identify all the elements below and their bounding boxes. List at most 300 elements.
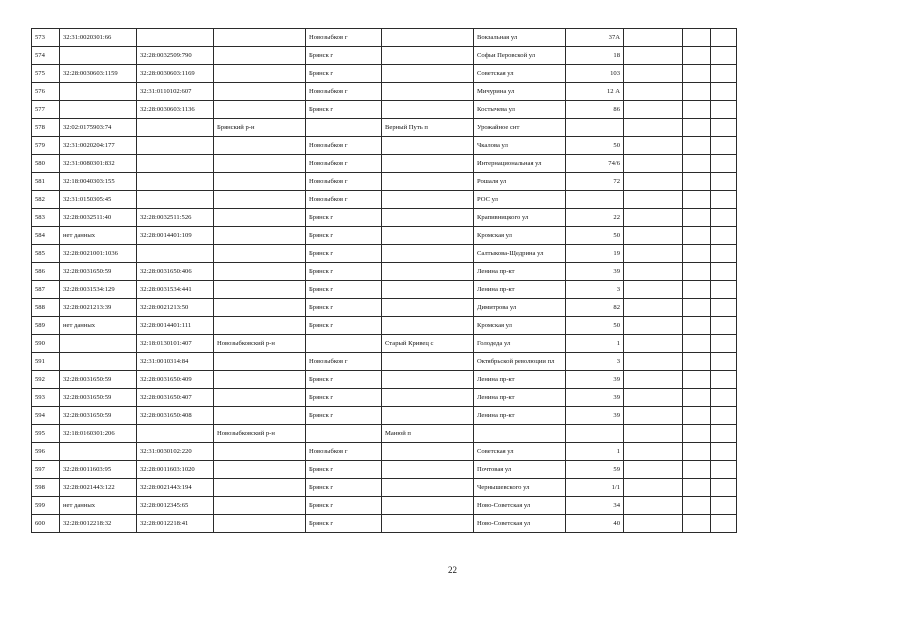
object-number-cell: 32:28:0031650:407 xyxy=(137,389,214,407)
row-number-cell: 573 xyxy=(32,29,60,47)
cadastral-number-cell xyxy=(60,335,137,353)
empty-cell xyxy=(711,245,737,263)
empty-cell xyxy=(711,227,737,245)
house-number-cell: 82 xyxy=(566,299,624,317)
cadastral-number-cell: нет данных xyxy=(60,497,137,515)
house-number-cell: 19 xyxy=(566,245,624,263)
cadastral-number-cell: 32:28:0011603:95 xyxy=(60,461,137,479)
district-cell xyxy=(214,191,306,209)
house-number-cell: 34 xyxy=(566,497,624,515)
cadastral-number-cell: 32:28:0031650:59 xyxy=(60,263,137,281)
house-number-cell: 40 xyxy=(566,515,624,533)
street-cell: Вокзальная ул xyxy=(474,29,566,47)
house-number-cell: 12 А xyxy=(566,83,624,101)
street-cell: Интернациональная ул xyxy=(474,155,566,173)
cadastral-number-cell: 32:02:0175903:74 xyxy=(60,119,137,137)
empty-cell xyxy=(683,191,711,209)
row-number-cell: 595 xyxy=(32,425,60,443)
city-cell: Брянск г xyxy=(306,317,382,335)
empty-cell xyxy=(683,245,711,263)
district-cell xyxy=(214,209,306,227)
empty-cell xyxy=(683,479,711,497)
object-number-cell xyxy=(137,191,214,209)
cadastral-number-cell xyxy=(60,353,137,371)
house-number-cell: 18 xyxy=(566,47,624,65)
row-number-cell: 591 xyxy=(32,353,60,371)
empty-cell xyxy=(624,371,683,389)
city-cell: Брянск г xyxy=(306,371,382,389)
empty-cell xyxy=(624,83,683,101)
row-number-cell: 587 xyxy=(32,281,60,299)
table-row xyxy=(32,407,737,425)
street-cell: Ленина пр-кт xyxy=(474,389,566,407)
district-cell xyxy=(214,227,306,245)
object-number-cell xyxy=(137,155,214,173)
page-number: 22 xyxy=(448,565,457,575)
district-cell xyxy=(214,515,306,533)
settlement-cell xyxy=(382,497,474,515)
table-row xyxy=(32,101,737,119)
city-cell: Новозыбков г xyxy=(306,29,382,47)
empty-cell xyxy=(711,83,737,101)
row-number-cell: 596 xyxy=(32,443,60,461)
object-number-cell: 32:31:0110102:607 xyxy=(137,83,214,101)
house-number-cell: 1 xyxy=(566,335,624,353)
house-number-cell: 50 xyxy=(566,317,624,335)
street-cell: Советская ул xyxy=(474,443,566,461)
table-row xyxy=(32,65,737,83)
empty-cell xyxy=(711,425,737,443)
empty-cell xyxy=(683,65,711,83)
row-number-cell: 579 xyxy=(32,137,60,155)
house-number-cell: 103 xyxy=(566,65,624,83)
street-cell: Чернышевского ул xyxy=(474,479,566,497)
street-cell xyxy=(474,425,566,443)
cadastral-number-cell: 32:28:0032511:40 xyxy=(60,209,137,227)
settlement-cell xyxy=(382,173,474,191)
empty-cell xyxy=(624,335,683,353)
street-cell: Мичурина ул xyxy=(474,83,566,101)
empty-cell xyxy=(683,353,711,371)
house-number-cell: 1/1 xyxy=(566,479,624,497)
settlement-cell xyxy=(382,83,474,101)
table-row xyxy=(32,173,737,191)
city-cell: Новозыбков г xyxy=(306,83,382,101)
empty-cell xyxy=(711,209,737,227)
row-number-cell: 578 xyxy=(32,119,60,137)
table-row xyxy=(32,515,737,533)
object-number-cell xyxy=(137,137,214,155)
empty-cell xyxy=(711,443,737,461)
row-number-cell: 574 xyxy=(32,47,60,65)
settlement-cell xyxy=(382,371,474,389)
row-number-cell: 580 xyxy=(32,155,60,173)
district-cell xyxy=(214,173,306,191)
street-cell: Кромская ул xyxy=(474,317,566,335)
house-number-cell: 1 xyxy=(566,443,624,461)
empty-cell xyxy=(683,83,711,101)
table-row xyxy=(32,29,737,47)
district-cell xyxy=(214,299,306,317)
empty-cell xyxy=(711,29,737,47)
empty-cell xyxy=(711,119,737,137)
empty-cell xyxy=(711,173,737,191)
city-cell: Брянск г xyxy=(306,227,382,245)
object-number-cell xyxy=(137,29,214,47)
empty-cell xyxy=(624,353,683,371)
street-cell: Ленина пр-кт xyxy=(474,407,566,425)
table-row xyxy=(32,335,737,353)
cadastral-number-cell: 32:28:0030603:1159 xyxy=(60,65,137,83)
table-row xyxy=(32,461,737,479)
table-row xyxy=(32,443,737,461)
empty-cell xyxy=(624,425,683,443)
empty-cell xyxy=(683,47,711,65)
street-cell: Софьи Перовской ул xyxy=(474,47,566,65)
registry-table-body xyxy=(32,29,737,533)
cadastral-number-cell xyxy=(60,443,137,461)
street-cell: Ленина пр-кт xyxy=(474,281,566,299)
settlement-cell xyxy=(382,389,474,407)
settlement-cell xyxy=(382,101,474,119)
empty-cell xyxy=(711,515,737,533)
house-number-cell xyxy=(566,119,624,137)
empty-cell xyxy=(624,407,683,425)
district-cell xyxy=(214,317,306,335)
empty-cell xyxy=(711,137,737,155)
city-cell xyxy=(306,119,382,137)
house-number-cell: 50 xyxy=(566,227,624,245)
table-row xyxy=(32,83,737,101)
district-cell xyxy=(214,371,306,389)
row-number-cell: 575 xyxy=(32,65,60,83)
cadastral-number-cell: 32:28:0012218:32 xyxy=(60,515,137,533)
district-cell xyxy=(214,407,306,425)
table-row xyxy=(32,353,737,371)
house-number-cell: 37А xyxy=(566,29,624,47)
empty-cell xyxy=(683,299,711,317)
city-cell: Брянск г xyxy=(306,65,382,83)
district-cell xyxy=(214,461,306,479)
empty-cell xyxy=(711,317,737,335)
street-cell: Ленина пр-кт xyxy=(474,371,566,389)
street-cell: Салтыкова-Щедрина ул xyxy=(474,245,566,263)
district-cell xyxy=(214,497,306,515)
city-cell: Брянск г xyxy=(306,407,382,425)
settlement-cell xyxy=(382,461,474,479)
settlement-cell: Манюй п xyxy=(382,425,474,443)
row-number-cell: 577 xyxy=(32,101,60,119)
city-cell xyxy=(306,425,382,443)
cadastral-number-cell: 32:28:0021443:122 xyxy=(60,479,137,497)
row-number-cell: 582 xyxy=(32,191,60,209)
house-number-cell: 3 xyxy=(566,353,624,371)
table-row xyxy=(32,389,737,407)
district-cell: Новозыбковский р-н xyxy=(214,425,306,443)
empty-cell xyxy=(711,155,737,173)
house-number-cell: 72 xyxy=(566,173,624,191)
district-cell xyxy=(214,479,306,497)
table-row xyxy=(32,479,737,497)
city-cell: Новозыбков г xyxy=(306,443,382,461)
district-cell xyxy=(214,281,306,299)
empty-cell xyxy=(624,101,683,119)
settlement-cell xyxy=(382,191,474,209)
empty-cell xyxy=(624,497,683,515)
district-cell xyxy=(214,353,306,371)
settlement-cell xyxy=(382,65,474,83)
district-cell xyxy=(214,263,306,281)
city-cell: Брянск г xyxy=(306,479,382,497)
table-row xyxy=(32,47,737,65)
row-number-cell: 594 xyxy=(32,407,60,425)
empty-cell xyxy=(683,101,711,119)
object-number-cell: 32:31:0030102:220 xyxy=(137,443,214,461)
city-cell: Брянск г xyxy=(306,209,382,227)
cadastral-number-cell: 32:28:0031650:59 xyxy=(60,407,137,425)
empty-cell xyxy=(624,209,683,227)
house-number-cell: 39 xyxy=(566,407,624,425)
street-cell: Чкалова ул xyxy=(474,137,566,155)
row-number-cell: 585 xyxy=(32,245,60,263)
cadastral-number-cell: 32:28:0021001:1036 xyxy=(60,245,137,263)
district-cell xyxy=(214,443,306,461)
settlement-cell: Верный Путь п xyxy=(382,119,474,137)
object-number-cell: 32:31:0010314:84 xyxy=(137,353,214,371)
empty-cell xyxy=(683,263,711,281)
row-number-cell: 589 xyxy=(32,317,60,335)
table-row xyxy=(32,317,737,335)
row-number-cell: 593 xyxy=(32,389,60,407)
empty-cell xyxy=(683,227,711,245)
house-number-cell: 39 xyxy=(566,389,624,407)
object-number-cell: 32:28:0031650:408 xyxy=(137,407,214,425)
street-cell: РОС ул xyxy=(474,191,566,209)
city-cell: Новозыбков г xyxy=(306,173,382,191)
empty-cell xyxy=(683,335,711,353)
object-number-cell: 32:28:0014401:111 xyxy=(137,317,214,335)
registry-table xyxy=(31,28,737,533)
settlement-cell xyxy=(382,443,474,461)
settlement-cell xyxy=(382,353,474,371)
district-cell xyxy=(214,65,306,83)
empty-cell xyxy=(683,137,711,155)
empty-cell xyxy=(711,389,737,407)
row-number-cell: 588 xyxy=(32,299,60,317)
cadastral-number-cell xyxy=(60,101,137,119)
object-number-cell xyxy=(137,425,214,443)
city-cell: Брянск г xyxy=(306,497,382,515)
empty-cell xyxy=(711,461,737,479)
object-number-cell: 32:28:0021443:194 xyxy=(137,479,214,497)
district-cell xyxy=(214,83,306,101)
city-cell: Брянск г xyxy=(306,299,382,317)
row-number-cell: 583 xyxy=(32,209,60,227)
empty-cell xyxy=(624,263,683,281)
empty-cell xyxy=(624,29,683,47)
street-cell: Димитрова ул xyxy=(474,299,566,317)
house-number-cell xyxy=(566,191,624,209)
empty-cell xyxy=(683,515,711,533)
city-cell: Брянск г xyxy=(306,245,382,263)
row-number-cell: 597 xyxy=(32,461,60,479)
empty-cell xyxy=(683,407,711,425)
table-row xyxy=(32,245,737,263)
district-cell xyxy=(214,137,306,155)
settlement-cell xyxy=(382,317,474,335)
empty-cell xyxy=(624,47,683,65)
object-number-cell: 32:28:0030603:1169 xyxy=(137,65,214,83)
empty-cell xyxy=(683,29,711,47)
cadastral-number-cell: 32:31:0020204:177 xyxy=(60,137,137,155)
empty-cell xyxy=(624,317,683,335)
table-row xyxy=(32,209,737,227)
district-cell: Новозыбковский р-н xyxy=(214,335,306,353)
cadastral-number-cell: 32:31:0080301:832 xyxy=(60,155,137,173)
empty-cell xyxy=(683,497,711,515)
empty-cell xyxy=(683,425,711,443)
city-cell: Новозыбков г xyxy=(306,137,382,155)
empty-cell xyxy=(624,479,683,497)
object-number-cell: 32:28:0021213:50 xyxy=(137,299,214,317)
street-cell: Ново-Советская ул xyxy=(474,515,566,533)
empty-cell xyxy=(711,371,737,389)
empty-cell xyxy=(624,281,683,299)
row-number-cell: 598 xyxy=(32,479,60,497)
empty-cell xyxy=(683,443,711,461)
city-cell: Брянск г xyxy=(306,515,382,533)
city-cell: Брянск г xyxy=(306,263,382,281)
empty-cell xyxy=(624,461,683,479)
cadastral-number-cell xyxy=(60,47,137,65)
street-cell: Урожайное снт xyxy=(474,119,566,137)
empty-cell xyxy=(683,119,711,137)
row-number-cell: 592 xyxy=(32,371,60,389)
empty-cell xyxy=(624,443,683,461)
empty-cell xyxy=(711,263,737,281)
house-number-cell: 59 xyxy=(566,461,624,479)
empty-cell xyxy=(711,353,737,371)
table-row xyxy=(32,137,737,155)
table-row xyxy=(32,191,737,209)
district-cell xyxy=(214,155,306,173)
street-cell: Ленина пр-кт xyxy=(474,263,566,281)
empty-cell xyxy=(711,407,737,425)
district-cell xyxy=(214,47,306,65)
city-cell: Брянск г xyxy=(306,461,382,479)
street-cell: Костычева ул xyxy=(474,101,566,119)
empty-cell xyxy=(624,119,683,137)
object-number-cell xyxy=(137,119,214,137)
table-row xyxy=(32,371,737,389)
settlement-cell xyxy=(382,209,474,227)
row-number-cell: 586 xyxy=(32,263,60,281)
city-cell: Брянск г xyxy=(306,101,382,119)
empty-cell xyxy=(683,209,711,227)
empty-cell xyxy=(683,281,711,299)
empty-cell xyxy=(624,137,683,155)
row-number-cell: 590 xyxy=(32,335,60,353)
table-row xyxy=(32,263,737,281)
empty-cell xyxy=(683,317,711,335)
table-row xyxy=(32,155,737,173)
district-cell xyxy=(214,389,306,407)
empty-cell xyxy=(624,65,683,83)
empty-cell xyxy=(711,299,737,317)
street-cell: Крапивницкого ул xyxy=(474,209,566,227)
house-number-cell: 22 xyxy=(566,209,624,227)
district-cell xyxy=(214,29,306,47)
house-number-cell: 39 xyxy=(566,263,624,281)
row-number-cell: 581 xyxy=(32,173,60,191)
empty-cell xyxy=(624,515,683,533)
house-number-cell: 86 xyxy=(566,101,624,119)
empty-cell xyxy=(711,335,737,353)
city-cell: Брянск г xyxy=(306,389,382,407)
district-cell xyxy=(214,101,306,119)
row-number-cell: 599 xyxy=(32,497,60,515)
table-row xyxy=(32,299,737,317)
settlement-cell xyxy=(382,29,474,47)
empty-cell xyxy=(624,299,683,317)
city-cell: Новозыбков г xyxy=(306,191,382,209)
house-number-cell: 39 xyxy=(566,371,624,389)
city-cell: Брянск г xyxy=(306,281,382,299)
cadastral-number-cell: нет данных xyxy=(60,227,137,245)
table-row xyxy=(32,119,737,137)
object-number-cell: 32:28:0032509:790 xyxy=(137,47,214,65)
empty-cell xyxy=(624,155,683,173)
empty-cell xyxy=(624,245,683,263)
settlement-cell: Старый Кривец с xyxy=(382,335,474,353)
cadastral-number-cell: нет данных xyxy=(60,317,137,335)
object-number-cell xyxy=(137,173,214,191)
house-number-cell: 3 xyxy=(566,281,624,299)
city-cell: Брянск г xyxy=(306,47,382,65)
object-number-cell: 32:28:0031650:409 xyxy=(137,371,214,389)
city-cell: Новозыбков г xyxy=(306,353,382,371)
street-cell: Голодеда ул xyxy=(474,335,566,353)
house-number-cell: 74/6 xyxy=(566,155,624,173)
empty-cell xyxy=(683,461,711,479)
cadastral-number-cell xyxy=(60,83,137,101)
empty-cell xyxy=(711,101,737,119)
empty-cell xyxy=(711,281,737,299)
empty-cell xyxy=(711,479,737,497)
empty-cell xyxy=(624,173,683,191)
cadastral-number-cell: 32:18:0040303:155 xyxy=(60,173,137,191)
table-row xyxy=(32,425,737,443)
cadastral-number-cell: 32:28:0031650:59 xyxy=(60,371,137,389)
empty-cell xyxy=(711,191,737,209)
empty-cell xyxy=(624,227,683,245)
object-number-cell: 32:28:0014401:109 xyxy=(137,227,214,245)
street-cell: Октябрьской революции пл xyxy=(474,353,566,371)
cadastral-number-cell: 32:31:0020301:66 xyxy=(60,29,137,47)
table-row xyxy=(32,227,737,245)
street-cell: Почтовая ул xyxy=(474,461,566,479)
settlement-cell xyxy=(382,137,474,155)
table-row xyxy=(32,497,737,515)
cadastral-number-cell: 32:28:0031650:59 xyxy=(60,389,137,407)
street-cell: Рошаля ул xyxy=(474,173,566,191)
cadastral-number-cell: 32:18:0160301:206 xyxy=(60,425,137,443)
object-number-cell: 32:18:0130101:407 xyxy=(137,335,214,353)
cadastral-number-cell: 32:28:0031534:129 xyxy=(60,281,137,299)
cadastral-number-cell: 32:31:0150305:45 xyxy=(60,191,137,209)
settlement-cell xyxy=(382,515,474,533)
empty-cell xyxy=(711,47,737,65)
